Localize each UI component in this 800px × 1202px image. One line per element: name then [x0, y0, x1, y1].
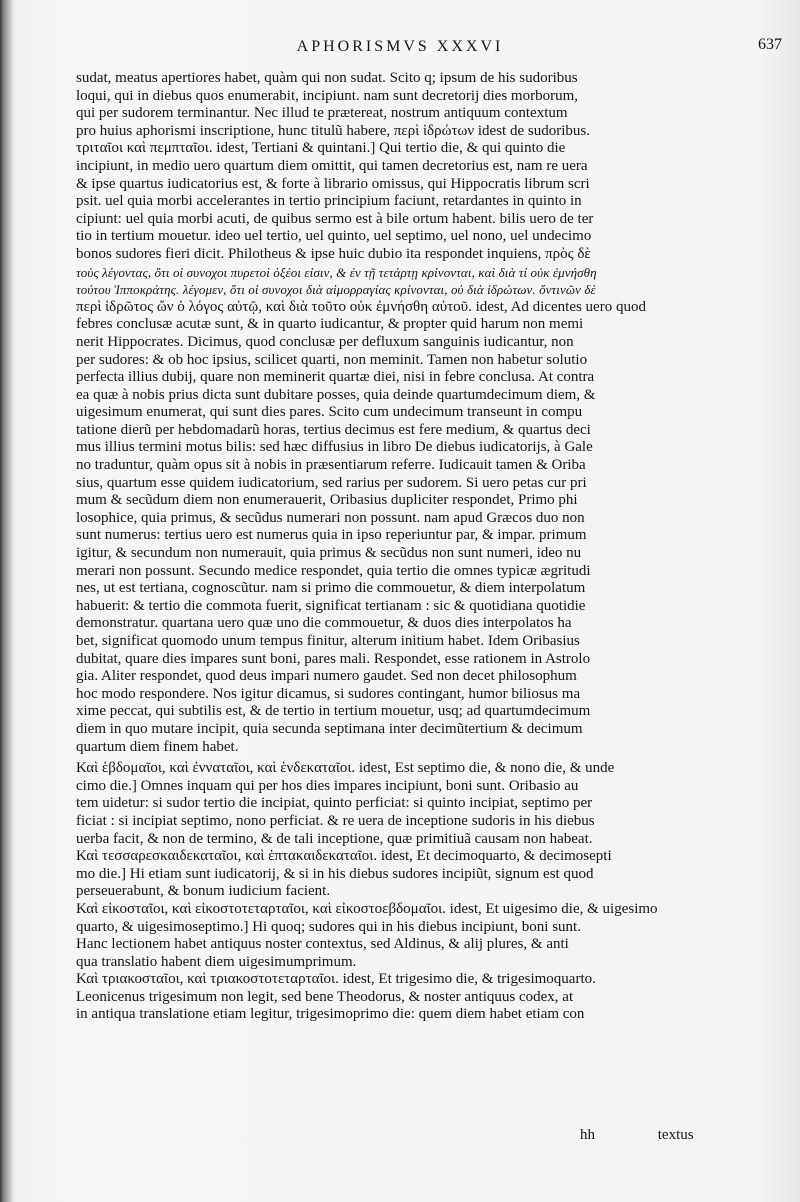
text-line: habuerit: & tertio die commota fuerit, significat tertianam : sic & quotidiana quotidie — [76, 597, 586, 614]
text-line: diem in quo mutare incipit, quia secunda septimana inter decimũtertium & decimum — [76, 720, 583, 737]
lemma-line: Καὶ τριακοσταῖοι, καὶ τριακοστοτεταρταῖοι. idest, Et trigesimo die, & trigesimoquarto. — [76, 971, 596, 988]
text-line: no traduntur, quàm opus sit à nobis in præsentiarum referre. Iudicauit tamen & Oriba — [76, 457, 586, 474]
lemma-line: Καὶ ἑβδομαῖοι, καὶ ἐνναταῖοι, καὶ ἑνδεκαταῖοι. idest, Est septimo die, & nono die, & unde — [76, 760, 615, 777]
text-line: uigesimum enumerat, qui sunt dies pares. Scito cum undecimum transeunt in compu — [76, 404, 583, 421]
text-line: tem uidetur: si sudor tertio die incipiat, quinto perficiat: si quinto incipiat, septimo per — [76, 795, 593, 812]
greek-quote-line: τοὺς λέγοντας, ὅτι οἱ συνοχοι πυρετοὶ ὀξέοι εἰσιν, & ἐν τῇ τετάρτῃ κρίνονται, καὶ διὰ τί οὐκ ἐμνήσθη — [76, 264, 597, 280]
text-line: tio in tertium mouetur. ideo uel tertio, uel quinto, uel septimo, uel nono, uel undecimo — [76, 228, 592, 245]
text-line: dubitat, quare dies impares sunt boni, pares mali. Respondet, esse rationem in Astrolo — [76, 650, 591, 667]
lemma-line: Καὶ τεσσαρεσκαιδεκαταῖοι, καὶ ἑπτακαιδεκαταῖοι. idest, Et decimoquarto, & decimosepti — [76, 848, 612, 865]
text-line: quartum diem finem habet. — [76, 738, 239, 755]
text-line: febres conclusæ acutæ sunt, & in quarto iudicantur, & propter quid harum non memi — [76, 316, 584, 333]
running-title: APHORISMVS XXXVI — [296, 38, 504, 55]
text-line: loqui, qui in diebus quos enumerabit, incipiunt. nam sunt decretorij dies morborum, — [76, 87, 579, 104]
text-line: igitur, & secundum non numerauit, quia primus & secũdus non sunt numeri, ideo nu — [76, 545, 582, 562]
text-line: hoc modo respondere. Nos igitur dicamus, si sudores contingant, humor biliosus ma — [76, 685, 581, 702]
text-line: incipiunt, in medio uero quartum diem omittit, qui tamen decretorius est, nam re uera — [76, 157, 588, 174]
text-line: qua translatio habent diem uigesimumprimum. — [76, 953, 357, 970]
text-line: cipiunt: uel quia morbi acuti, de quibus sermo est à bile ortum habent. bilis uero de ter — [76, 210, 594, 227]
text-line: losophice, quia primus, & secũdus numerari non possunt. nam apud Græcos duo non — [76, 509, 585, 526]
text-line: nerit Hippocrates. Dicimus, quod conclusæ per defluxum sanguinis iudicantur, non — [76, 333, 574, 350]
text-line: merari non possunt. Secundo medice respondet, quia tertio die omnes typicæ ægritudi — [76, 562, 591, 579]
text-line: psit. uel quia morbi accelerantes in tertio principium faciunt, retardantes in quinto in — [76, 193, 582, 210]
catchline — [570, 1127, 750, 1144]
text-line: quarto, & uigesimoseptimo.] Hi quoq; sudores qui in his diebus incipiunt, boni sunt. — [76, 918, 581, 935]
page-number: 637 — [758, 36, 782, 53]
text-line: per sudores: & ob hoc ipsius, scilicet quarti, non meminit. Tamen non habetur solutio — [76, 351, 588, 368]
text-line: sudat, meatus apertiores habet, quàm qui non sudat. Scito q; ipsum de his sudoribus — [76, 70, 578, 86]
text-line: perfecta illius dubij, quare non meminerit quartæ diei, nisi in febre conclusa. At contra — [76, 369, 595, 386]
text-line: mus illius termini motus bilis: sed hæc diffusius in libro De diebus iudicatorijs, à Gale — [76, 439, 593, 456]
text-line: gia. Aliter respondet, quod deus impari numero gaudet. Sed non decet philosophum — [76, 668, 577, 685]
text-line: tatione dierũ per hebdomadarũ horas, tertius decimus est fere medium, & quartus deci — [76, 421, 591, 438]
text-line: Hanc lectionem habet antiquus noster contextus, sed Aldinus, & alij plures, & anti — [76, 936, 569, 953]
body-text — [76, 70, 782, 1024]
text-line: qui per sudorem terminantur. Nec illud te prætereat, nostrum antiquum contextum — [76, 105, 568, 122]
text-line: bet, significat quomodo unum tempus finitur, alterum initium habet. Idem Oribasius — [76, 633, 580, 649]
text-line: τριταῖοι καὶ πεμπταῖοι. idest, Tertiani & quintani.] Qui tertio die, & qui quinto die — [76, 140, 566, 157]
text-line: in antiqua translatione etiam legitur, trigesimoprimo die: quem diem habet etiam con — [76, 1006, 585, 1023]
text-line: ea quæ à nobis prius dicta sunt dubitare posses, quia deinde quartumdecimum diem, & — [76, 386, 596, 403]
text-line: cimo die.] Omnes inquam qui per hos dies impares incipiunt, boni sunt. Oribasio au — [76, 777, 579, 794]
signature-mark: hh — [580, 1127, 595, 1143]
text-line: perseuerabunt, & bonum iudicium facient. — [76, 883, 331, 900]
text-line: περὶ ἱδρῶτος ὤν ὁ λόγος αὐτῷ, καὶ διὰ τοῦτο οὐκ ἐμνήσθη αὐτοῦ. idest, Ad dicentes uero quod — [76, 298, 646, 315]
text-line: mo die.] Hi etiam sunt iudicatorij, & si in his diebus sudores incipiũt, signum est quod — [76, 865, 594, 882]
text-line: sunt numerus: tertius uero est numerus quia in ipso reperiuntur par, & impar. primum — [76, 527, 587, 544]
lemma-line: Καὶ εἰκοσταῖοι, καὶ εἰκοστοτεταρταῖοι, καὶ εἰκοστοεβδομαῖοι. idest, Et uigesimo die, & uigesimo — [76, 900, 658, 917]
text-line: & ipse quartus iudicatorius est, & forte à librario omissus, qui Hippocratis librum scri — [76, 175, 590, 192]
greek-quote-line: τούτου Ἱπποκράτης. λέγομεν, ὅτι οἱ συνοχοι διὰ αἱμορραγίας κρίνονται, οὐ διὰ ἱδρώτων. ὅντινῶν δὲ — [76, 282, 596, 298]
text-line: bonos sudores fieri dicit. Philotheus & ipse huic dubio ita respondet inquiens, πρὸς δὲ — [76, 245, 591, 262]
text-line: pro huius aphorismi inscriptione, hunc titulũ habere, περὶ ἱδρώτων idest de sudoribus. — [76, 122, 590, 139]
text-line: nes, ut est tertiana, cognoscũtur. nam si primo die commouetur, & diem interpolatum — [76, 580, 586, 597]
text-line: Leonicenus trigesimum non legit, sed bene Theodorus, & noster antiquus codex, at — [76, 988, 574, 1005]
text-line: sius, quartum esse quidem iudicatorium, sed rarius per sudorem. Si uero petas cur pri — [76, 474, 587, 491]
text-line: ficiat : si incipiat septimo, nono perficiat. & re uera de inceptione sudoris in his diebus — [76, 812, 595, 829]
text-line: uerba facit, & non de termino, & de tali inceptione, quæ primitiuã causam non habeat. — [76, 830, 593, 847]
text-line: demonstratur. quartana uero quæ uno die commouetur, & duos dies interpolatos ha — [76, 615, 572, 632]
text-line: xime peccat, qui subtilis est, & de tertio in tertium mouetur, usq; ad quartumdecimum — [76, 703, 591, 720]
catchword: textus — [657, 1127, 694, 1143]
text-line: mum & secũdum diem non enumerauerit, Oribasius dupliciter respondet, Primo phi — [76, 492, 578, 509]
